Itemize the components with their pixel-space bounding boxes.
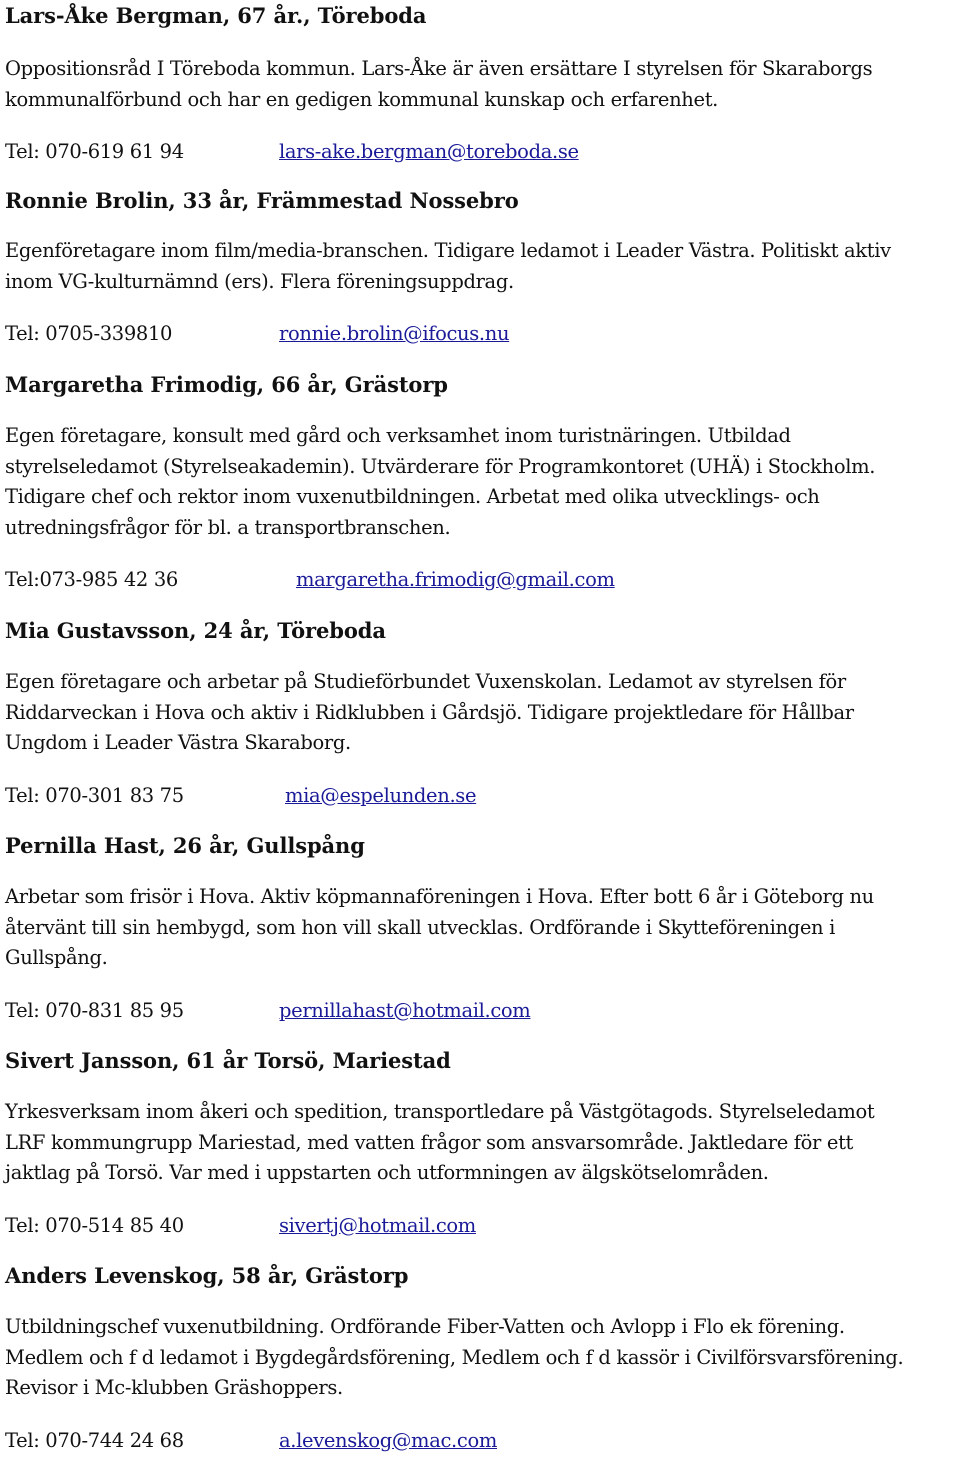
phone-number: Tel: 070-619 61 94 xyxy=(5,140,184,163)
phone-number: Tel: 070-831 85 95 xyxy=(5,998,184,1022)
description-line: Yrkesverksam inom åkeri och spedition, transportledare på Västgötagods. Styrelseledamot xyxy=(5,1100,875,1123)
person-description xyxy=(5,1097,960,1189)
person-description xyxy=(5,667,960,759)
person-name: Margaretha Frimodig, 66 år, Grästorp xyxy=(5,372,448,397)
person-name: Anders Levenskog, 58 år, Grästorp xyxy=(5,1263,409,1288)
person-description xyxy=(5,882,960,974)
email-link[interactable]: pernillahast@hotmail.com xyxy=(279,998,531,1022)
person-description xyxy=(5,421,960,543)
description-line: Utbildningschef vuxenutbildning. Ordförande Fiber-Vatten och Avlopp i Flo ek förening. xyxy=(5,1315,845,1338)
description-line: Oppositionsråd I Töreboda kommun. Lars-Åke är även ersättare I styrelsen för Skaraborgs xyxy=(5,57,873,80)
person-entry xyxy=(5,1048,960,1241)
person-entry xyxy=(5,618,960,811)
phone-number: Tel: 070-301 83 75 xyxy=(5,783,184,807)
phone-number: Tel: 070-514 85 40 xyxy=(5,1213,184,1237)
description-line: Revisor i Mc-klubben Gräshoppers. xyxy=(5,1376,343,1399)
person-entry xyxy=(5,3,960,167)
description-line: styrelseledamot (Styrelseakademin). Utvärderare för Programkontoret (UHÄ) i Stockholm. xyxy=(5,454,876,478)
person-name: Mia Gustavsson, 24 år, Töreboda xyxy=(5,618,386,643)
description-line: Tidigare chef och rektor inom vuxenutbildningen. Arbetat med olika utvecklings- och xyxy=(5,485,820,508)
description-line: Gullspång. xyxy=(5,946,108,969)
contact-row xyxy=(5,1426,960,1456)
description-line: LRF kommungrupp Mariestad, med vatten frågor som ansvarsområde. Jaktledare för ett xyxy=(5,1130,854,1154)
description-line: Riddarveckan i Hova och aktiv i Ridklubben i Gårdsjö. Tidigare projektledare för Hållbar xyxy=(5,700,854,724)
description-line: Ungdom i Leader Västra Skaraborg. xyxy=(5,731,351,754)
person-entry xyxy=(5,188,960,349)
email-link[interactable]: lars-ake.bergman@toreboda.se xyxy=(279,140,579,163)
phone-number: Tel: 0705-339810 xyxy=(5,322,173,345)
description-line: Egen företagare och arbetar på Studieförbundet Vuxenskolan. Ledamot av styrelsen för xyxy=(5,670,846,693)
contact-row xyxy=(5,137,960,167)
description-line: Medlem och f d ledamot i Bygdegårdsförening, Medlem och f d kassör i Civilförsvarsförening. xyxy=(5,1345,904,1369)
contact-row xyxy=(5,1211,960,1241)
person-description xyxy=(5,54,960,115)
phone-number: Tel:073-985 42 36 xyxy=(5,568,178,591)
contact-row xyxy=(5,781,960,811)
person-entry xyxy=(5,1263,960,1456)
person-description xyxy=(5,1312,960,1404)
person-entry xyxy=(5,372,960,595)
email-link[interactable]: margaretha.frimodig@gmail.com xyxy=(296,568,615,591)
person-name: Lars-Åke Bergman, 67 år., Töreboda xyxy=(5,3,427,28)
contact-row xyxy=(5,319,960,349)
phone-number: Tel: 070-744 24 68 xyxy=(5,1428,184,1452)
email-link[interactable]: ronnie.brolin@ifocus.nu xyxy=(279,322,510,345)
description-line: jaktlag på Torsö. Var med i uppstarten och utformningen av älgskötselområden. xyxy=(5,1161,769,1184)
description-line: utredningsfrågor för bl. a transportbranschen. xyxy=(5,515,451,539)
person-name: Ronnie Brolin, 33 år, Främmestad Nossebro xyxy=(5,188,519,213)
description-line: återvänt till sin hembygd, som hon vill skall utvecklas. Ordförande i Skytteföreningen i xyxy=(5,915,835,939)
contact-row xyxy=(5,996,960,1026)
person-name: Sivert Jansson, 61 år Torsö, Mariestad xyxy=(5,1048,451,1073)
contact-row xyxy=(5,565,960,595)
email-link[interactable]: sivertj@hotmail.com xyxy=(279,1213,476,1237)
person-description xyxy=(5,236,960,297)
description-line: Arbetar som frisör i Hova. Aktiv köpmannaföreningen i Hova. Efter bott 6 år i Göteborg nu xyxy=(5,885,874,908)
email-link[interactable]: a.levenskog@mac.com xyxy=(279,1428,498,1452)
description-line: Egenföretagare inom film/media-branschen. Tidigare ledamot i Leader Västra. Politiskt aktiv xyxy=(5,239,891,262)
person-entry xyxy=(5,833,960,1026)
person-name: Pernilla Hast, 26 år, Gullspång xyxy=(5,833,365,858)
description-line: kommunalförbund och har en gedigen kommunal kunskap och erfarenhet. xyxy=(5,87,719,111)
email-link[interactable]: mia@espelunden.se xyxy=(285,783,477,807)
description-line: Egen företagare, konsult med gård och verksamhet inom turistnäringen. Utbildad xyxy=(5,424,791,447)
description-line: inom VG-kulturnämnd (ers). Flera föreningsuppdrag. xyxy=(5,269,514,293)
